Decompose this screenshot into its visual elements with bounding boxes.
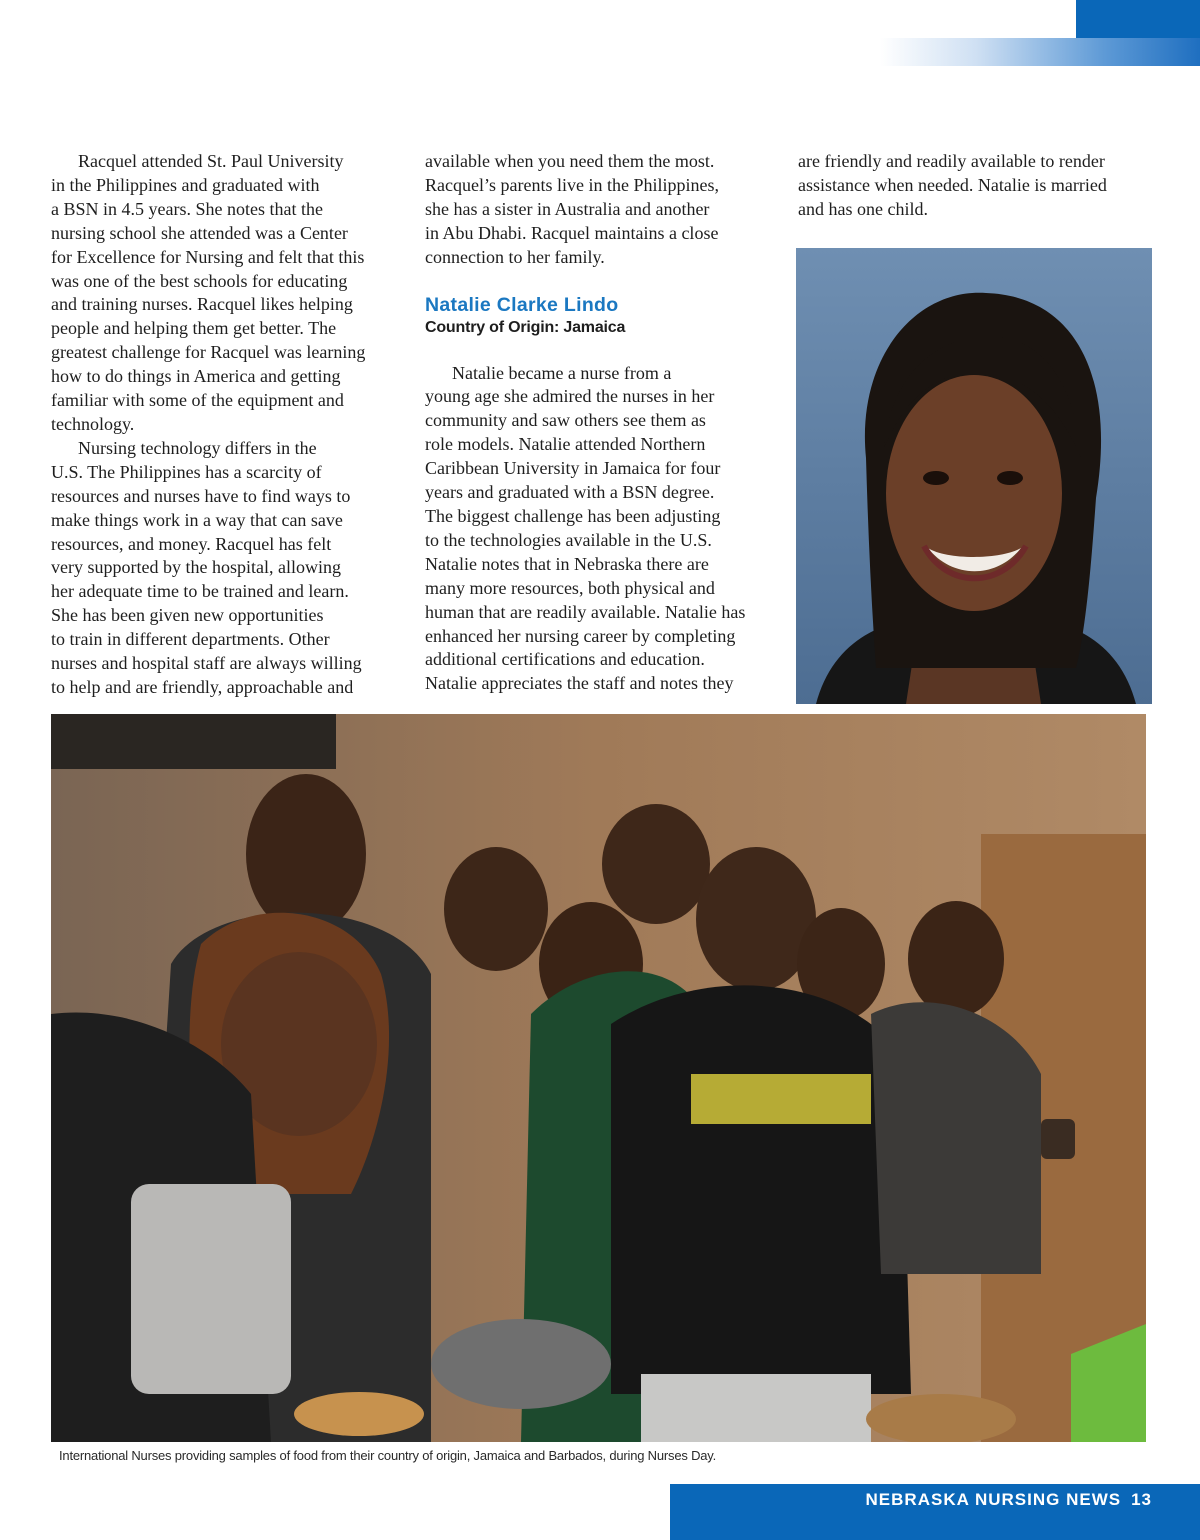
text-line: assistance when needed. Natalie is married — [798, 174, 1107, 195]
article-column-2 — [425, 150, 777, 696]
text-line: The biggest challenge has been adjusting — [425, 505, 721, 526]
text-line: years and graduated with a BSN degree. — [425, 482, 715, 503]
text-line: available when you need them the most. — [425, 151, 715, 171]
text-line: Caribbean University in Jamaica for four — [425, 458, 721, 479]
text-line: very supported by the hospital, allowing — [51, 557, 341, 578]
text-line: resources, and money. Racquel has felt — [51, 533, 332, 554]
text-line: people and helping them get better. The — [51, 318, 337, 339]
text-line: human that are readily available. Natalie has — [425, 601, 746, 622]
text-line: her adequate time to be trained and learn. — [51, 581, 349, 602]
text-line: for Excellence for Nursing and felt that this — [51, 246, 365, 267]
text-line: make things work in a way that can save — [51, 509, 343, 530]
text-line: technology. — [51, 413, 135, 434]
text-line: to help and are friendly, approachable and — [51, 676, 354, 697]
section-subheading: Country of Origin: Jamaica — [425, 318, 626, 336]
text-line: in Abu Dhabi. Racquel maintains a close — [425, 222, 719, 243]
text-line: young age she admired the nurses in her — [425, 386, 715, 407]
text-line: in the Philippines and graduated with — [51, 174, 320, 195]
text-line: Natalie became a nurse from a — [452, 362, 672, 383]
text-line: U.S. The Philippines has a scarcity of — [51, 461, 322, 482]
publication-name: NEBRASKA NURSING NEWS — [865, 1490, 1122, 1509]
text-line: to the technologies available in the U.S. — [425, 529, 712, 550]
text-line: resources and nurses have to find ways to — [51, 485, 351, 506]
text-line: Racquel attended St. Paul University — [78, 151, 344, 171]
text-line: Racquel’s parents live in the Philippines, — [425, 174, 719, 195]
article-column-3 — [798, 150, 1150, 222]
paragraph — [51, 150, 403, 437]
text-line: and has one child. — [798, 198, 928, 219]
text-line: community and saw others see them as — [425, 410, 706, 431]
text-line: and training nurses. Racquel likes helping — [51, 294, 353, 315]
text-line: a BSN in 4.5 years. She notes that the — [51, 198, 323, 219]
text-line: Natalie appreciates the staff and notes they — [425, 673, 734, 694]
text-line: connection to her family. — [425, 246, 605, 267]
text-line: was one of the best schools for educating — [51, 270, 348, 291]
paragraph — [425, 150, 777, 270]
text-line: nurses and hospital staff are always willing — [51, 653, 362, 674]
page-number: 13 — [1131, 1490, 1152, 1509]
text-line: Natalie notes that in Nebraska there are — [425, 553, 709, 574]
text-line: many more resources, both physical and — [425, 577, 715, 598]
text-line: She has been given new opportunities — [51, 605, 324, 626]
text-line: Nursing technology differs in the — [78, 437, 317, 458]
text-line: role models. Natalie attended Northern — [425, 434, 706, 455]
article-column-1 — [51, 150, 403, 700]
header-gradient-bar — [880, 38, 1200, 66]
footer-bar — [670, 1484, 1200, 1540]
footer-text — [866, 1490, 1152, 1510]
paragraph — [425, 362, 777, 697]
paragraph — [51, 437, 403, 700]
header-color-block — [1076, 0, 1200, 38]
text-line: nursing school she attended was a Center — [51, 222, 348, 243]
text-line: how to do things in America and getting — [51, 366, 341, 387]
text-line: familiar with some of the equipment and — [51, 390, 344, 411]
text-line: enhanced her nursing career by completing — [425, 625, 736, 646]
text-line: to train in different departments. Other — [51, 629, 330, 650]
paragraph — [798, 150, 1150, 222]
text-line: are friendly and readily available to render — [798, 151, 1105, 171]
portrait-photo — [796, 248, 1152, 704]
group-photo — [51, 714, 1146, 1442]
section-heading: Natalie Clarke Lindo — [425, 293, 619, 316]
text-line: additional certifications and education. — [425, 649, 705, 670]
text-line: greatest challenge for Racquel was learning — [51, 342, 366, 363]
text-line: she has a sister in Australia and another — [425, 198, 710, 219]
photo-caption: International Nurses providing samples of food from their country of origin, Jamaica and Barbados, during Nurses Day. — [59, 1448, 717, 1463]
